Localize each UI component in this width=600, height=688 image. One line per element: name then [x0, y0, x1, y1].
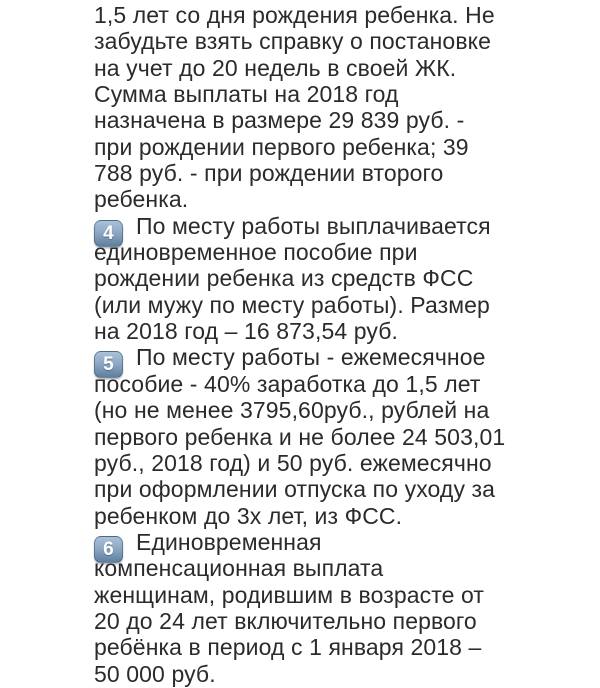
text-line [94, 28, 594, 54]
text-line-content: забудьте взять справку о постановке [94, 28, 491, 55]
text-line [94, 265, 594, 291]
text-line [94, 160, 594, 186]
text-line-content: По месту работы - ежемесячное [136, 344, 486, 371]
text-line-content: рождении ребенка из средств ФСС [94, 265, 474, 292]
text-line [94, 450, 594, 476]
text-line [94, 107, 594, 133]
text-line-content: руб., 2018 год) и 50 руб. ежемесячно [94, 449, 492, 476]
text-line [94, 555, 594, 581]
text-line [94, 634, 594, 660]
text-line [94, 55, 594, 81]
text-line [94, 134, 594, 160]
text-line [94, 371, 594, 397]
text-line [94, 186, 594, 212]
text-line [94, 397, 594, 423]
text-line-content: (или мужу по месту работы). Размер [94, 291, 490, 318]
text-line-content: компенсационная выплата [94, 555, 384, 582]
text-line [94, 608, 594, 634]
text-line-content: пособие - 40% заработка до 1,5 лет [94, 370, 481, 397]
text-line [94, 2, 594, 28]
text-line [94, 528, 594, 560]
text-line-content: 1,5 лет со дня рождения ребенка. Не [94, 2, 495, 28]
text-line-content: ребенка. [94, 186, 189, 213]
text-line-content: первого ребенка и не более 24 503,01 [94, 423, 506, 450]
text-line [94, 292, 594, 318]
text-line-content: 20 до 24 лет включительно первого [94, 607, 477, 634]
text-line-content: 788 руб. - при рождении второго [94, 160, 444, 187]
text-line [94, 344, 594, 376]
text-line [94, 582, 594, 608]
text-line [94, 318, 594, 344]
text-line-content: ребёнка в период с 1 января 2018 – [94, 634, 482, 661]
text-line-content: По месту работы выплачивается [136, 212, 491, 239]
text-line [94, 81, 594, 107]
text-line-content: назначена в размере 29 839 руб. - [94, 107, 465, 134]
text-line-content: при оформлении отпуска по уходу за [94, 476, 496, 503]
text-line [94, 661, 594, 687]
caption-text-block [94, 2, 594, 687]
text-line-content: при рождении первого ребенка; 39 [94, 133, 469, 160]
text-line-content: единовременное пособие при [94, 239, 418, 266]
text-line [94, 476, 594, 502]
text-line-content: Единовременная [136, 528, 322, 555]
text-line [94, 503, 594, 529]
text-line [94, 239, 594, 265]
text-line-content: 50 000 руб. [94, 660, 216, 687]
text-line [94, 212, 594, 244]
keycap-digit: 4 [103, 222, 114, 244]
text-line-content: ребенком до 3х лет, из ФСС. [94, 502, 403, 529]
text-line-content: (но не менее 3795,60руб., рублей на [94, 397, 490, 424]
text-line-content: Сумма выплаты на 2018 год [94, 81, 399, 108]
text-line-content: на учет до 20 недель в своей ЖК. [94, 54, 457, 81]
text-line [94, 424, 594, 450]
text-line-content: женщинам, родившим в возрасте от [94, 581, 485, 608]
keycap-digit: 6 [103, 538, 114, 560]
keycap-digit: 5 [103, 354, 114, 376]
text-line-content: на 2018 год – 16 873,54 руб. [94, 318, 398, 345]
